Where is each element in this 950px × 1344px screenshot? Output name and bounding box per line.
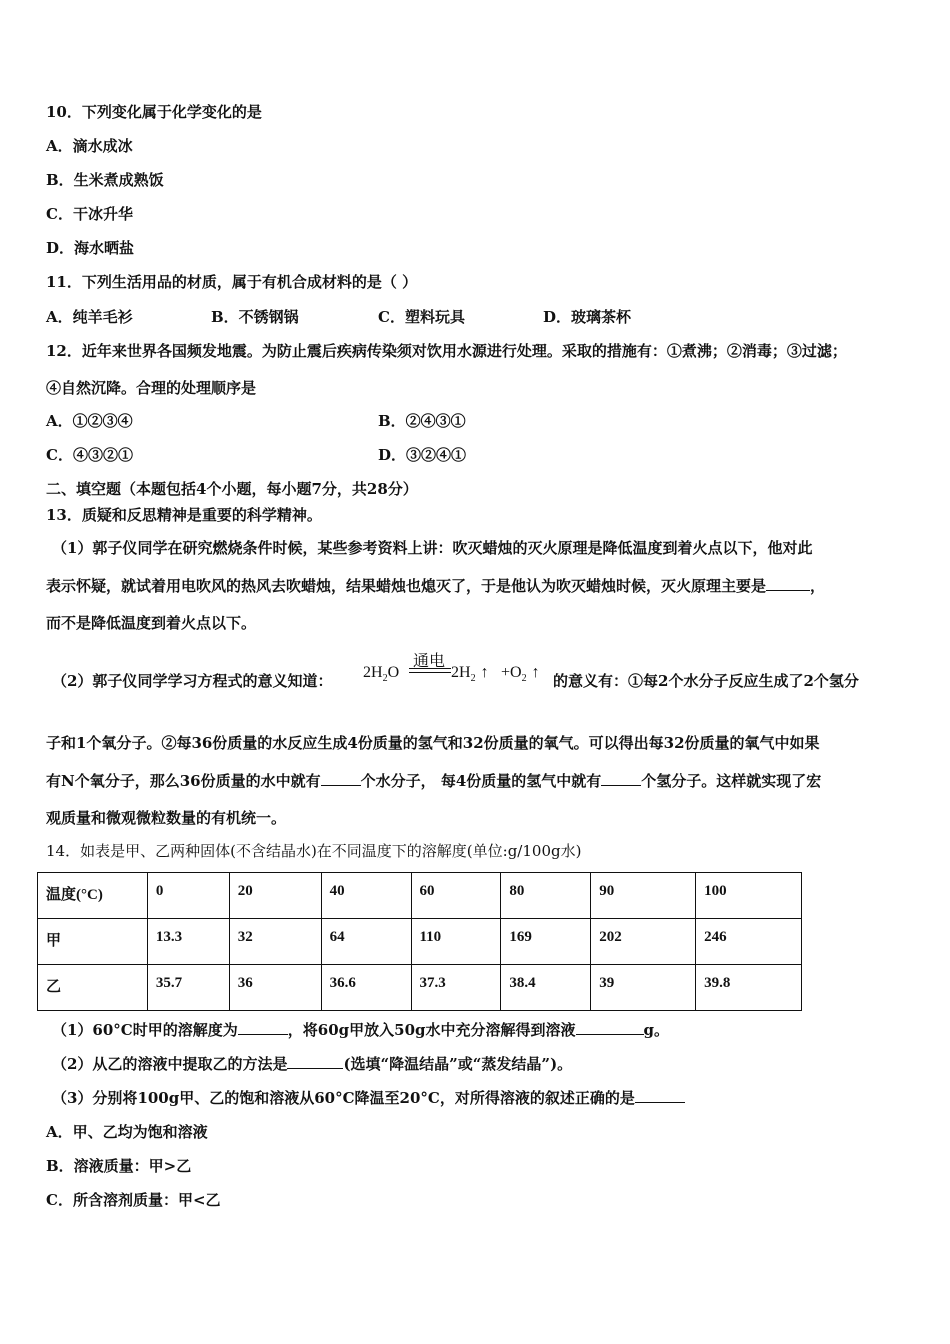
q12-option-a: A．①②③④ [46, 412, 133, 430]
table-cell: 90 [591, 873, 696, 919]
answer-blank[interactable] [287, 1054, 343, 1069]
q13-part1-line2-end: ， [810, 577, 826, 595]
table-cell: 39.8 [696, 965, 802, 1011]
q12-stem-line2: ④自然沉降。合理的处理顺序是 [46, 379, 257, 397]
table-cell: 32 [229, 919, 321, 965]
q10-option-b: B．生米煮成熟饭 [46, 171, 164, 189]
q10-option-a: A．滴水成冰 [46, 137, 133, 155]
table-cell: 乙 [38, 965, 148, 1011]
equation-line-top [409, 668, 451, 669]
table-cell: 温度(°C) [38, 873, 148, 919]
q13-part1-line1: （1）郭子仪同学在研究燃烧条件时候，某些参考资料上讲：吹灭蜡烛的灭火原理是降低温度到着火点以下，他对此 [52, 539, 813, 557]
equation-left: $2H_2O$ [363, 664, 400, 685]
q14-stem: 14．如表是甲、乙两种固体(不含结晶水)在不同温度下的溶解度(单位:g/100g水) [46, 842, 582, 860]
answer-blank[interactable] [601, 771, 641, 786]
answer-blank[interactable] [635, 1088, 685, 1103]
answer-blank[interactable] [576, 1020, 644, 1035]
q11-option-d: D．玻璃茶杯 [543, 308, 632, 326]
q14-part1-a: （1）60°C时甲的溶解度为 [52, 1021, 238, 1039]
table-cell: 13.3 [147, 919, 229, 965]
table-cell: 60 [411, 873, 501, 919]
q13-part2-prefix: （2）郭子仪同学学习方程式的意义知道： [52, 672, 333, 690]
table-cell: 169 [501, 919, 591, 965]
q14-part2 [52, 1054, 572, 1074]
table-cell: 246 [696, 919, 802, 965]
equation-condition: 通电 [413, 653, 446, 670]
equation-right-hydrogen: $2H_2$ ↑ [451, 664, 489, 685]
table-cell: 36 [229, 965, 321, 1011]
q14-option-a: A．甲、乙均为饱和溶液 [46, 1123, 208, 1141]
section-heading: 二、填空题（本题包括4个小题，每小题7分，共28分） [46, 480, 418, 498]
answer-blank[interactable] [238, 1020, 288, 1035]
table-row [38, 919, 802, 965]
table-cell: 37.3 [411, 965, 501, 1011]
answer-blank[interactable] [321, 771, 361, 786]
equation-line-bottom [409, 672, 451, 673]
q13-part1-line3: 而不是降低温度到着火点以下。 [46, 614, 257, 632]
q13-part2-line4: 观质量和微观微粒数量的有机统一。 [46, 809, 287, 827]
q13-part2-line2: 子和1个氧分子。②每36份质量的水反应生成4份质量的氢气和32份质量的氧气。可以得出每32份质量的氧气中如果 [46, 734, 820, 752]
q14-part1-c: g。 [643, 1021, 669, 1039]
table-cell: 20 [229, 873, 321, 919]
q13-part2-line3-c: 个氢分子。这样就实现了宏 [641, 772, 822, 790]
table-cell: 38.4 [501, 965, 591, 1011]
q13-part1-line2 [46, 576, 825, 596]
q11-option-c: C．塑料玩具 [378, 308, 465, 326]
q10-option-c: C．干冰升华 [46, 205, 133, 223]
q11-stem: 11．下列生活用品的材质，属于有机合成材料的是（ ） [46, 273, 418, 291]
solubility-table [37, 872, 802, 1011]
table-row [38, 965, 802, 1011]
q14-option-c: C．所含溶剂质量：甲<乙 [46, 1191, 221, 1209]
q12-stem-line1: 12．近年来世界各国频发地震。为防止震后疾病传染须对饮用水源进行处理。采取的措施有：①煮沸；②消毒；③过滤； [46, 342, 847, 360]
q13-stem: 13．质疑和反思精神是重要的科学精神。 [46, 506, 322, 524]
table-cell: 39 [591, 965, 696, 1011]
q12-option-c: C．④③②① [46, 446, 133, 464]
table-cell: 0 [147, 873, 229, 919]
table-cell: 110 [411, 919, 501, 965]
q14-part2-a: （2）从乙的溶液中提取乙的方法是 [52, 1055, 288, 1073]
q14-part1 [52, 1020, 669, 1040]
table-header-row [38, 873, 802, 919]
q13-part1-line2-text: 表示怀疑，就试着用电吹风的热风去吹蜡烛，结果蜡烛也熄灭了，于是他认为吹灭蜡烛时候，灭火原理主要是 [46, 577, 767, 595]
q11-option-a: A．纯羊毛衫 [46, 308, 133, 326]
table-cell: 甲 [38, 919, 148, 965]
q10-stem: 10．下列变化属于化学变化的是 [46, 103, 262, 121]
answer-blank[interactable] [766, 576, 810, 591]
table-cell: 80 [501, 873, 591, 919]
table-cell: 100 [696, 873, 802, 919]
q14-part2-b: (选填“降温结晶”或“蒸发结晶”)。 [343, 1055, 573, 1073]
table-cell: 40 [321, 873, 411, 919]
table-cell: 64 [321, 919, 411, 965]
q14-part1-b: ，将60g甲放入50g水中充分溶解得到溶液 [287, 1021, 576, 1039]
q12-option-d: D．③②④① [378, 446, 467, 464]
q13-part2-line3 [46, 771, 821, 791]
table-cell: 35.7 [147, 965, 229, 1011]
q13-part2-line3-b: 个水分子， 每4份质量的氢气中就有 [360, 772, 602, 790]
equation-right-oxygen: $+O_2$ ↑ [501, 664, 540, 685]
q14-part3 [52, 1088, 685, 1108]
q10-option-d: D．海水晒盐 [46, 239, 135, 257]
q12-option-b: B．②④③① [378, 412, 466, 430]
table-cell: 36.6 [321, 965, 411, 1011]
electrolysis-equation [363, 648, 553, 690]
q14-part3-a: （3）分别将100g甲、乙的饱和溶液从60°C降温至20°C，对所得溶液的叙述正确的是 [52, 1089, 635, 1107]
q13-part2-line3-a: 有N个氧分子，那么36份质量的水中就有 [46, 772, 321, 790]
q13-part2-suffix: 的意义有：①每2个水分子反应生成了2个氢分 [553, 672, 859, 690]
table-cell: 202 [591, 919, 696, 965]
q14-option-b: B．溶液质量：甲>乙 [46, 1157, 192, 1175]
q11-option-b: B．不锈钢锅 [211, 308, 299, 326]
